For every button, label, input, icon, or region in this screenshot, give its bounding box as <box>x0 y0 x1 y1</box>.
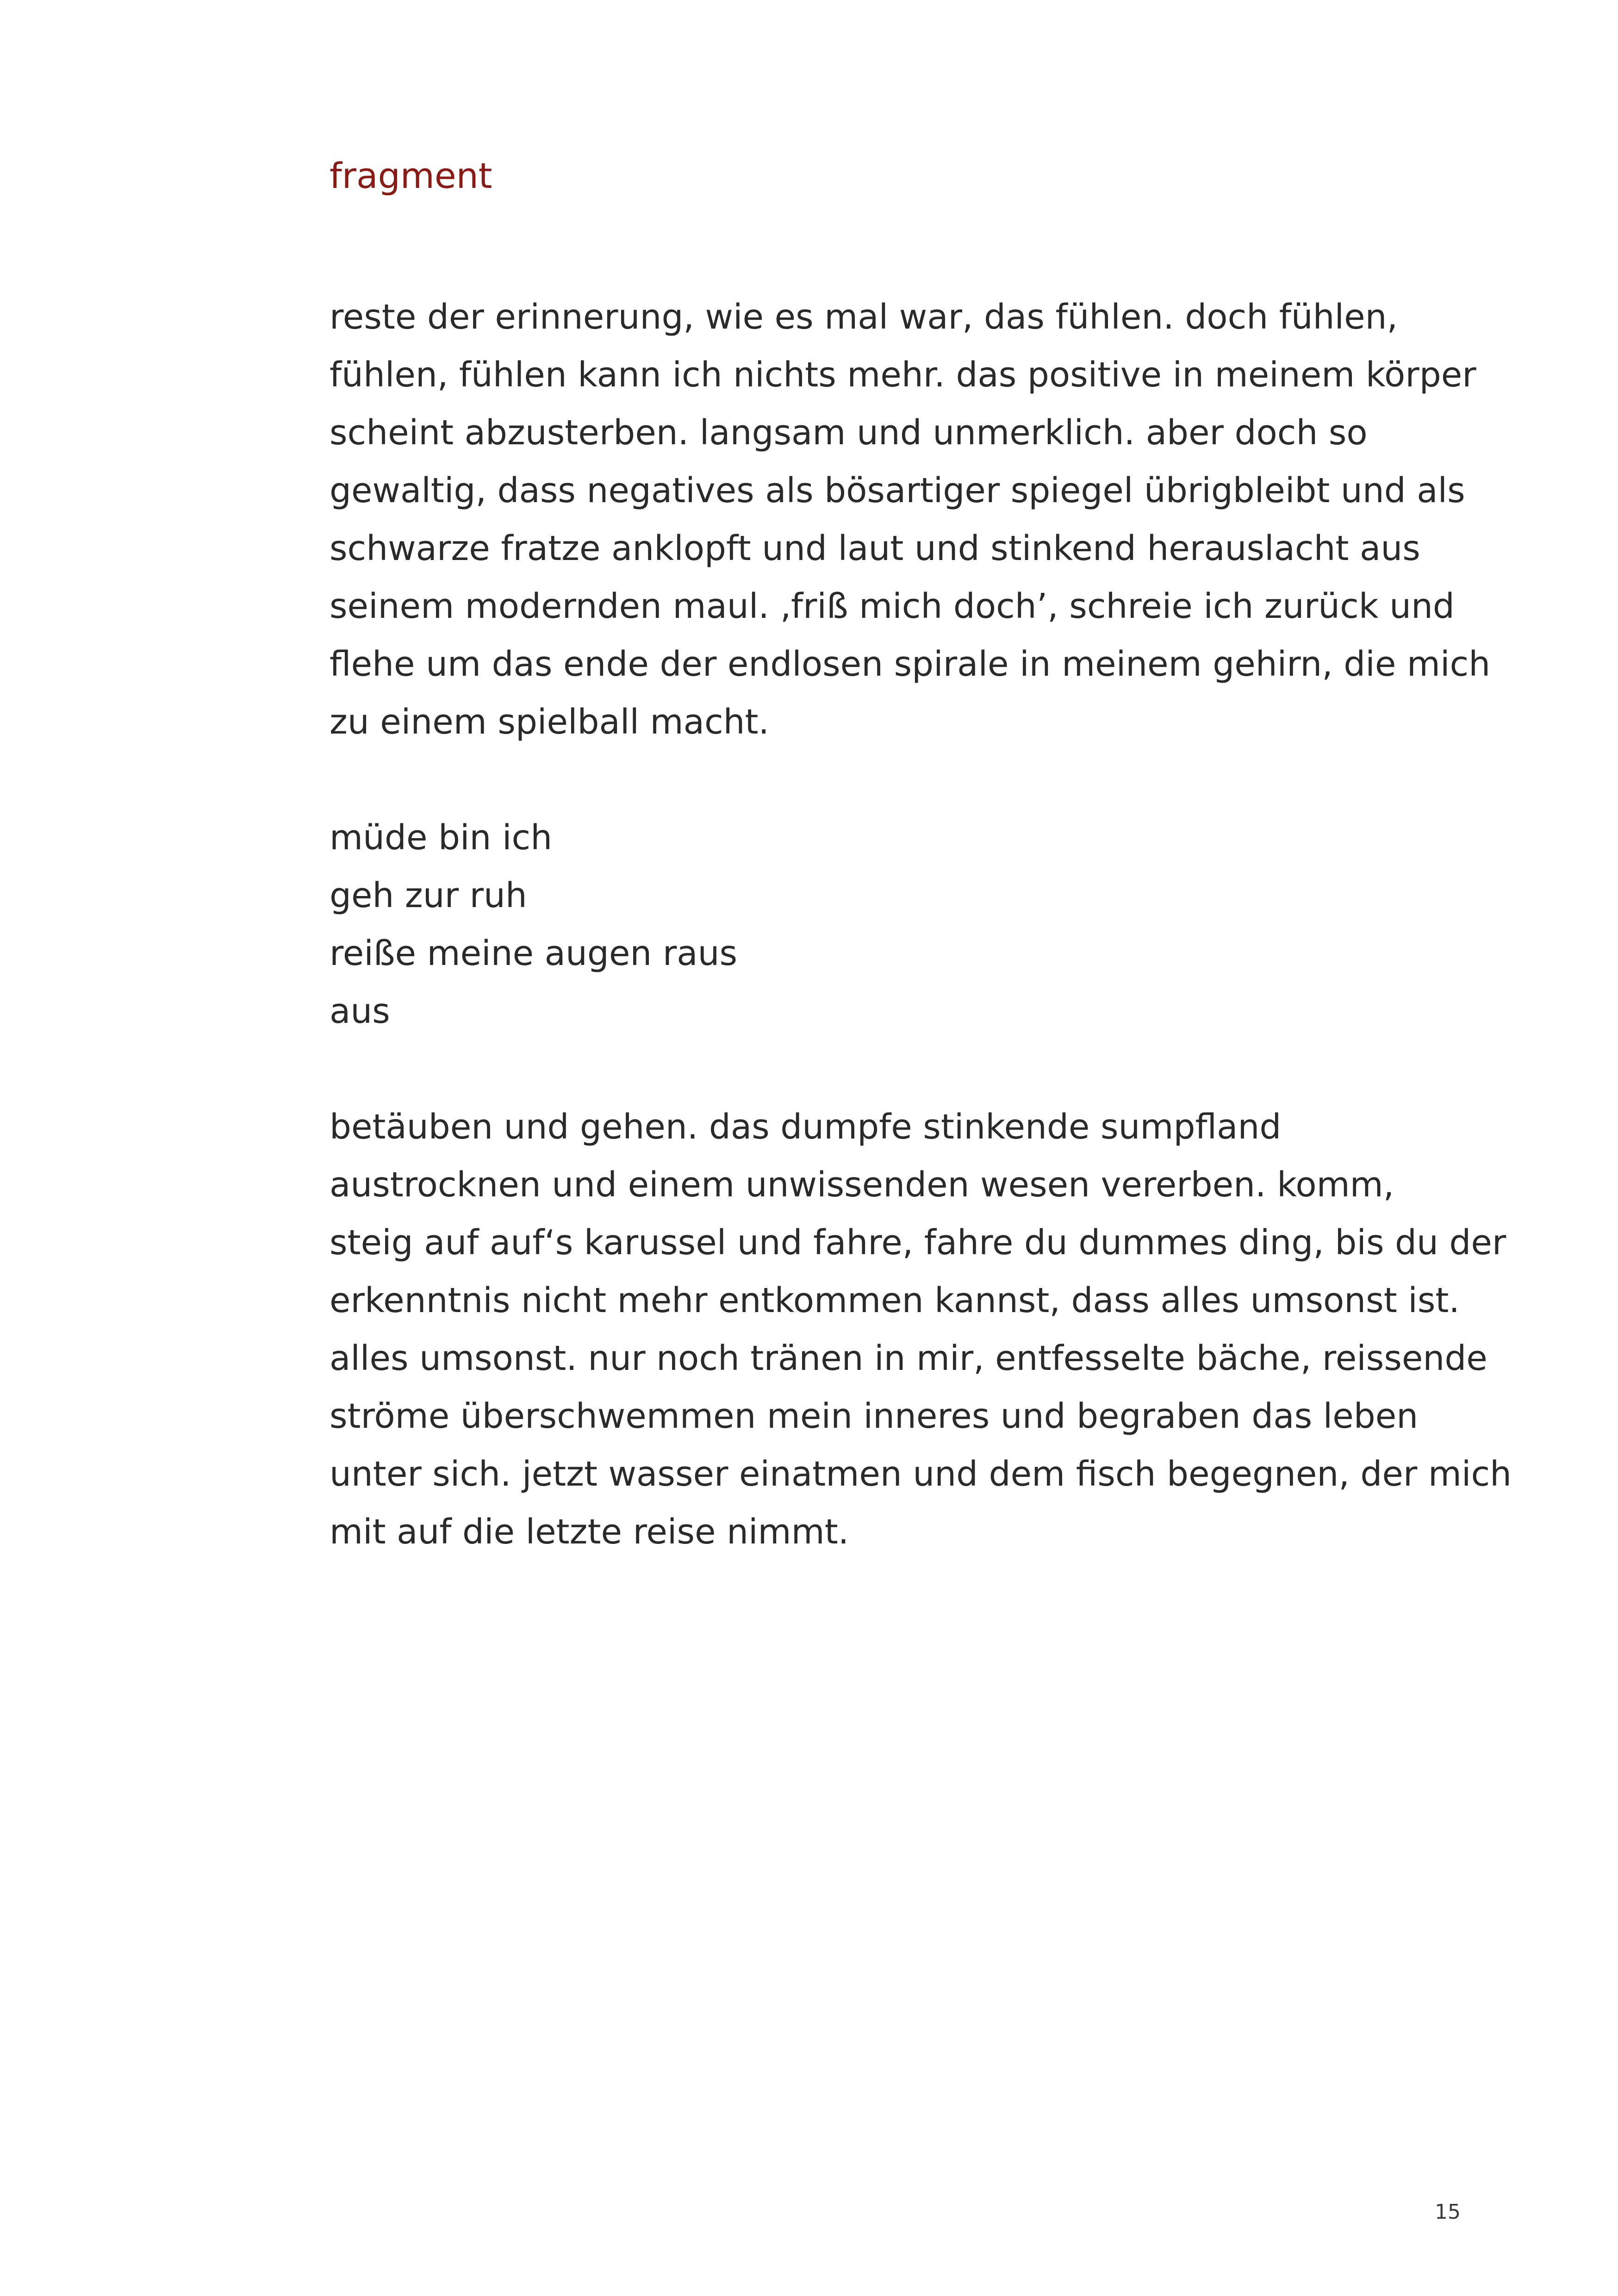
text-line: steig auf auf‘s karussel und fahre, fahre du dummes ding, bis du der <box>330 1223 1506 1263</box>
text-line: schwarze fratze anklopft und laut und stinkend herauslacht aus <box>330 529 1420 568</box>
text-line: gewaltig, dass negatives als bösartiger spiegel übrigbleibt und als <box>330 471 1465 510</box>
text-line: zu einem spielball macht. <box>330 702 770 742</box>
text-line: austrocknen und einem unwissenden wesen vererben. komm, <box>330 1165 1394 1205</box>
text-line: flehe um das ende der endlosen spirale in meinem gehirn, die mich <box>330 644 1491 684</box>
text-line: betäuben und gehen. das dumpfe stinkende sumpfland <box>330 1107 1282 1147</box>
text-line: seinem modernden maul. ‚friß mich doch’, schreie ich zurück und <box>330 586 1455 626</box>
text-line: mit auf die letzte reise nimmt. <box>330 1512 849 1552</box>
text-line: fühlen, fühlen kann ich nichts mehr. das positive in meinem körper <box>330 355 1476 395</box>
verse-line: aus <box>330 991 390 1031</box>
text-line: erkenntnis nicht mehr entkommen kannst, dass alles umsonst ist. <box>330 1281 1460 1320</box>
text-line: ströme überschwemmen mein inneres und begraben das leben <box>330 1396 1419 1436</box>
verse-line: reiße meine augen raus <box>330 933 738 973</box>
verse-line: müde bin ich <box>330 818 553 858</box>
verse-line: geh zur ruh <box>330 876 527 915</box>
text-line: alles umsonst. nur noch tränen in mir, entfesselte bäche, reissende <box>330 1338 1487 1378</box>
text-line: unter sich. jetzt wasser einatmen und dem fisch begegnen, der mich <box>330 1454 1512 1494</box>
text-line: reste der erinnerung, wie es mal war, das fühlen. doch fühlen, <box>330 297 1398 337</box>
page-title: fragment <box>330 155 492 196</box>
text-line: scheint abzusterben. langsam und unmerklich. aber doch so <box>330 413 1368 453</box>
page-number: 15 <box>1435 2200 1461 2224</box>
